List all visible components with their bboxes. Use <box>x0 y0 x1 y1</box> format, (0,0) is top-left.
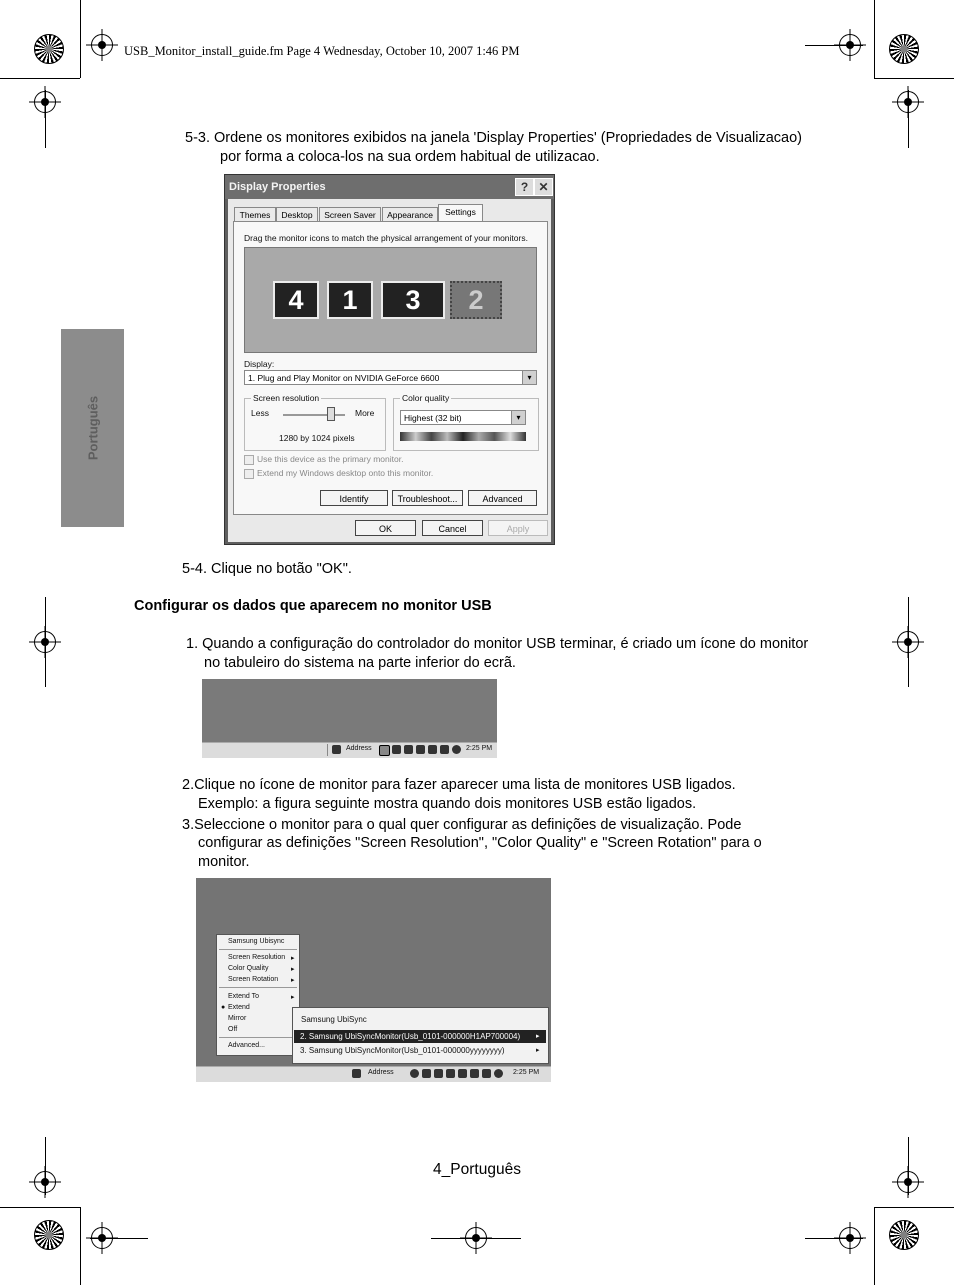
menu-divider <box>219 949 297 950</box>
taskbar <box>202 742 497 758</box>
monitor-list-submenu <box>292 1007 549 1064</box>
submenu-item-monitor-2: 2. Samsung UbiSyncMonitor(Usb_0101-000000H1AP700004) <box>300 1032 521 1041</box>
registration-mark <box>897 631 919 653</box>
menu-item-advanced[interactable]: Advanced... <box>228 1042 265 1049</box>
clock: 2:25 PM <box>513 1069 540 1076</box>
submenu-arrow-icon: ▸ <box>291 994 295 1001</box>
submenu-item-monitor-3[interactable]: 3. Samsung UbiSyncMonitor(Usb_0101-000000yyyyyyyy) <box>300 1046 505 1055</box>
identify-button[interactable]: Identify <box>320 490 388 506</box>
taskbar <box>196 1066 551 1082</box>
close-button[interactable]: ✕ <box>534 178 553 196</box>
menu-item-screen-resolution[interactable]: Screen Resolution <box>228 954 286 961</box>
color-bar-target <box>889 1220 919 1250</box>
color-bar-target <box>34 34 64 64</box>
ok-button[interactable]: OK <box>355 520 416 536</box>
color-bar-target <box>34 1220 64 1250</box>
monitor-2-icon[interactable]: 2 <box>450 281 502 319</box>
language-side-tab <box>61 329 124 527</box>
tray-icon <box>428 745 437 754</box>
color-quality-select[interactable] <box>400 410 526 425</box>
taskbar-separator <box>327 744 328 756</box>
registration-mark <box>34 631 56 653</box>
tray-icon <box>434 1069 443 1078</box>
monitor-1-icon[interactable]: 1 <box>327 281 373 319</box>
chevron-down-icon: ▾ <box>522 371 536 384</box>
tab-desktop[interactable]: Desktop <box>276 207 318 222</box>
tray-icon <box>452 745 461 754</box>
display-label: Display: <box>244 359 275 369</box>
step-3-line3: monitor. <box>198 854 250 870</box>
menu-title: Samsung Ubisync <box>228 938 285 945</box>
step-5-4: 5-4. Clique no botão "OK". <box>182 561 352 577</box>
step-5-3-line1: 5-3. Ordene os monitores exibidos na janela 'Display Properties' (Propriedades de Visualizacao) <box>185 130 803 146</box>
primary-monitor-label: Use this device as the primary monitor. <box>257 454 404 464</box>
apply-button[interactable]: Apply <box>488 520 548 536</box>
selected-bullet-icon: ● <box>221 1004 226 1011</box>
extend-desktop-label: Extend my Windows desktop onto this monitor. <box>257 468 434 478</box>
tray-icon <box>446 1069 455 1078</box>
registration-mark <box>91 34 113 56</box>
tray-icon <box>494 1069 503 1078</box>
monitor-4-icon[interactable]: 4 <box>273 281 319 319</box>
monitor-arrangement-area <box>244 247 537 353</box>
color-quality-value: Highest (32 bit) <box>404 413 462 423</box>
more-label: More <box>355 408 375 418</box>
menu-divider <box>219 1037 297 1038</box>
registration-mark <box>465 1227 487 1249</box>
tray-icon <box>482 1069 491 1078</box>
color-quality-group <box>393 393 539 451</box>
step-1-line2: no tabuleiro do sistema na parte inferior do ecrã. <box>204 655 516 671</box>
submenu-arrow-icon: ▸ <box>291 966 295 973</box>
registration-mark <box>34 91 56 113</box>
menu-divider <box>219 987 297 988</box>
settings-panel <box>233 221 548 515</box>
resolution-slider-thumb[interactable] <box>327 407 335 421</box>
display-properties-dialog <box>224 174 555 545</box>
page-footer: 4_Português <box>433 1161 521 1178</box>
file-info-header: USB_Monitor_install_guide.fm Page 4 Wednesday, October 10, 2007 1:46 PM <box>124 44 520 58</box>
tray-icon <box>440 745 449 754</box>
monitor-3-icon[interactable]: 3 <box>381 281 445 319</box>
address-label: Address <box>346 745 372 752</box>
tray-icon <box>404 745 413 754</box>
resolution-value: 1280 by 1024 pixels <box>279 433 355 443</box>
less-label: Less <box>251 408 269 418</box>
extend-desktop-checkbox[interactable] <box>244 469 254 479</box>
instruction-text: Drag the monitor icons to match the physical arrangement of your monitors. <box>244 233 528 243</box>
step-2-line1: 2.Clique no ícone de monitor para fazer aparecer uma lista de monitores USB ligados. <box>182 777 736 793</box>
tab-screen-saver[interactable]: Screen Saver <box>319 207 381 222</box>
help-button[interactable]: ? <box>515 178 534 196</box>
tray-icon <box>458 1069 467 1078</box>
tray-icon <box>416 745 425 754</box>
section-title: Configurar os dados que aparecem no monitor USB <box>134 598 492 614</box>
registration-mark <box>839 34 861 56</box>
resolution-group <box>244 393 386 451</box>
ubisync-context-menu <box>216 934 300 1056</box>
color-quality-label: Color quality <box>402 393 450 403</box>
language-label: Português <box>85 395 100 461</box>
tab-settings[interactable]: Settings <box>438 204 483 223</box>
step-1-line1: 1. Quando a configuração do controlador do monitor USB terminar, é criado um ícone do monitor <box>186 636 809 652</box>
menu-item-off[interactable]: Off <box>228 1026 238 1033</box>
registration-mark <box>897 91 919 113</box>
primary-monitor-checkbox[interactable] <box>244 455 254 465</box>
resolution-slider-track[interactable] <box>283 414 345 416</box>
system-tray-screenshot <box>202 679 497 758</box>
tray-icon <box>470 1069 479 1078</box>
menu-item-extend[interactable]: Extend <box>228 1004 250 1011</box>
menu-item-mirror[interactable]: Mirror <box>228 1015 247 1022</box>
tab-themes[interactable]: Themes <box>234 207 276 222</box>
dialog-title: Display Properties <box>225 175 554 199</box>
usb-monitor-tray-icon[interactable] <box>379 745 390 756</box>
resolution-group-label: Screen resolution <box>253 393 320 403</box>
color-spectrum-bar <box>400 432 526 441</box>
display-select[interactable] <box>244 370 537 385</box>
tab-appearance[interactable]: Appearance <box>382 207 438 222</box>
registration-mark <box>839 1227 861 1249</box>
clock: 2:25 PM <box>466 745 493 752</box>
app-icon <box>332 745 341 754</box>
app-icon <box>352 1069 361 1078</box>
address-label: Address <box>368 1069 394 1076</box>
troubleshoot-button[interactable]: Troubleshoot... <box>392 490 463 506</box>
dialog-body <box>228 199 551 542</box>
submenu-title: Samsung UbiSync <box>301 1015 367 1024</box>
menu-item-color-quality[interactable]: Color Quality <box>228 965 269 972</box>
registration-mark <box>91 1227 113 1249</box>
submenu-arrow-icon: ▸ <box>536 1047 540 1054</box>
color-bar-target <box>889 34 919 64</box>
chevron-down-icon: ▾ <box>511 411 525 424</box>
step-3-line1: 3.Seleccione o monitor para o qual quer configurar as definições de visualização. Pode <box>182 817 742 833</box>
tray-icon <box>422 1069 431 1078</box>
display-select-value: 1. Plug and Play Monitor on NVIDIA GeForce 6600 <box>248 373 440 383</box>
submenu-arrow-icon: ▸ <box>291 955 295 962</box>
usb-monitor-menu-screenshot <box>196 878 551 1082</box>
step-5-3-line2: por forma a coloca-los na sua ordem habitual de utilizacao. <box>220 149 600 165</box>
step-2-line2: Exemplo: a figura seguinte mostra quando dois monitores USB estão ligados. <box>198 796 697 812</box>
menu-item-screen-rotation[interactable]: Screen Rotation <box>228 976 279 983</box>
usb-monitor-tray-icon[interactable] <box>410 1069 419 1078</box>
cancel-button[interactable]: Cancel <box>422 520 483 536</box>
menu-item-extend-to[interactable]: Extend To <box>228 993 260 1000</box>
tray-icon <box>392 745 401 754</box>
advanced-button[interactable]: Advanced <box>468 490 537 506</box>
step-3-line2: configurar as definições "Screen Resolution", "Color Quality" e "Screen Rotation" para o <box>198 835 762 851</box>
submenu-item-selected[interactable] <box>294 1030 546 1043</box>
submenu-arrow-icon: ▸ <box>291 977 295 984</box>
submenu-arrow-icon: ▸ <box>536 1033 540 1040</box>
